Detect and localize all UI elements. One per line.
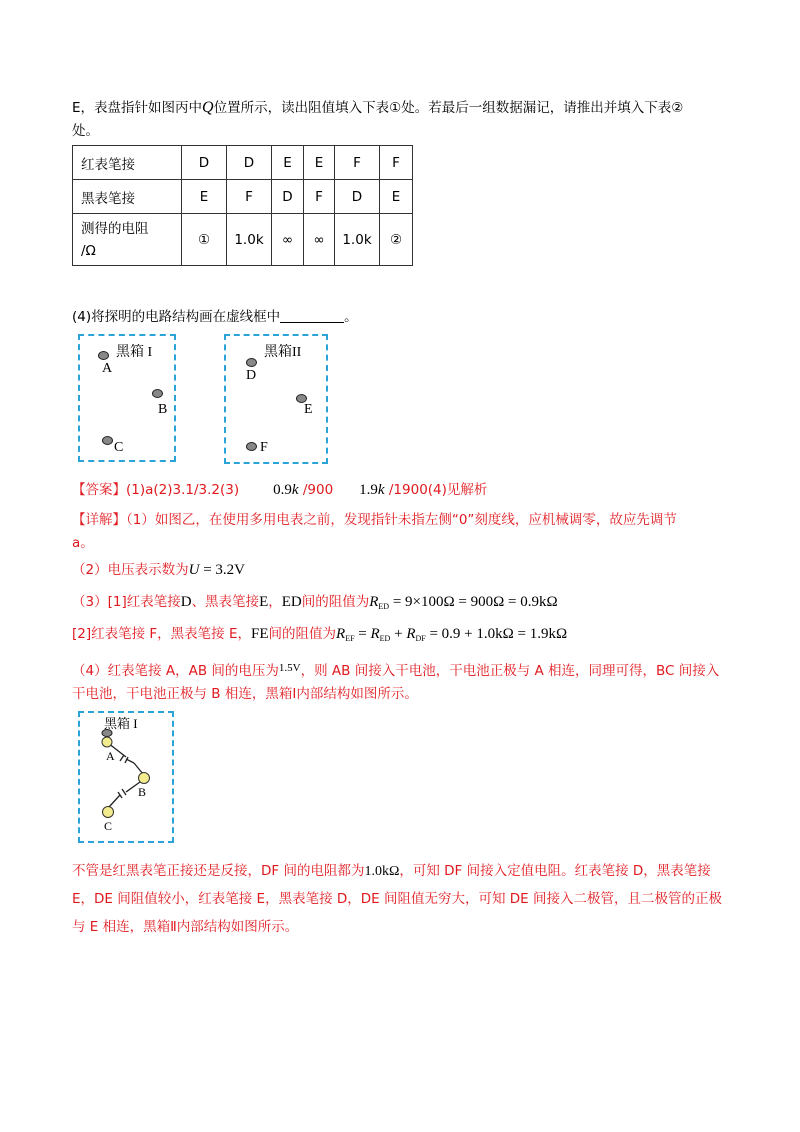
question-4: (4)将探明的电路结构画在虚线框中 。 [72, 309, 358, 325]
table-row [73, 214, 413, 266]
table-cell: D [335, 180, 380, 214]
detail-line-7: 干电池，干电池正极与 B 相连，黑箱Ⅰ内部结构如图所示。 [72, 686, 418, 702]
detail-line-2: a。 [72, 535, 94, 551]
table-cell: F [227, 180, 272, 214]
detail-line-1: 【详解】（1）如图乙，在使用多用电表之前，发现指针未指左侧“0”刻度线，应机械调零，故应先调节 [72, 512, 677, 528]
label-b: B [138, 785, 147, 799]
intro-line-1: E，表盘指针如图丙中Q位置所示，读出阻值填入下表①处。若最后一组数据漏记，请推出并填入下表② [72, 99, 684, 116]
detail-line-3: （2）电压表示数为U = 3.2V [72, 562, 245, 578]
terminal-a [98, 351, 109, 360]
terminal-d [246, 358, 257, 367]
label-f: F [260, 440, 268, 455]
label-a: A [106, 749, 115, 763]
table-row [73, 180, 413, 214]
detail-line-8: 不管是红黑表笔正接还是反接，DF 间的电阻都为1.0kΩ，可知 DF 间接入定值电阻。红表笔接 D，黑表笔接 [72, 863, 711, 879]
table-cell: D [182, 146, 227, 180]
table-cell: ② [380, 214, 413, 266]
q-symbol: Q [202, 99, 214, 116]
box-title: 黑箱 I [104, 716, 138, 731]
table-row [73, 146, 413, 180]
table-cell: F [380, 146, 413, 180]
table-cell: E [182, 180, 227, 214]
answer-blank[interactable] [280, 308, 344, 323]
table-cell: F [304, 180, 335, 214]
answer-line: 【答案】(1)a(2)3.1/3.2(3) 0.9k /900 1.9k /1900(4)见解析 [72, 482, 488, 498]
intro-line-2: 处。 [72, 123, 99, 139]
terminal-f [246, 442, 257, 451]
label-c: C [114, 440, 124, 455]
detail-line-4: （3）[1]红表笔接D、黑表笔接E，ED间的阻值为$R_{ED} = 9\times 100\Omega = 900\Omega = 0.9k\Omega$ [72, 594, 558, 611]
box-title: 黑箱II [264, 345, 302, 360]
label-d: D [246, 368, 257, 383]
table-head: 测得的电阻 /Ω [73, 214, 182, 266]
table-cell: E [304, 146, 335, 180]
table-head: 红表笔接 [73, 146, 182, 180]
table-cell: E [272, 146, 304, 180]
detail-line-9: E，DE 间阻值较小，红表笔接 E，黑表笔接 D，DE 间阻值无穷大，可知 DE 间接入二极管，且二极管的正极 [72, 891, 722, 907]
table-cell: ∞ [272, 214, 304, 266]
black-box-1 [78, 334, 176, 462]
table-cell: ∞ [304, 214, 335, 266]
table-cell: D [272, 180, 304, 214]
black-box-1-solution [78, 711, 174, 843]
terminal-c [102, 436, 113, 445]
measurement-table [72, 145, 413, 266]
circuit-diagram [80, 713, 172, 841]
detail-line-6: （4）红表笔接 A，AB 间的电压为$^{1.5V}$，则 AB 间接入干电池，干电池正极与 A 相连，同理可得，BC 间接入 [72, 662, 720, 679]
label-c: C [104, 819, 113, 833]
label-a: A [102, 361, 113, 376]
table-cell: F [335, 146, 380, 180]
detail-line-5: [2]红表笔接 F，黑表笔接 E，FE间的阻值为$R_{EF} = R_{ED} + R_{DF} = 0.9 + 1.0k\Omega = 1.9k\Omega$ [72, 626, 568, 643]
table-cell: ① [182, 214, 227, 266]
label-e: E [304, 402, 313, 417]
table-cell: E [380, 180, 413, 214]
table-cell: 1.0k [227, 214, 272, 266]
label-b: B [158, 402, 168, 417]
table-cell: 1.0k [335, 214, 380, 266]
terminal-b [152, 389, 163, 398]
table-head: 黑表笔接 [73, 180, 182, 214]
box-title: 黑箱 I [116, 345, 153, 360]
detail-line-10: 与 E 相连，黑箱Ⅱ内部结构如图所示。 [72, 919, 299, 935]
black-box-2 [224, 334, 328, 464]
table-cell: D [227, 146, 272, 180]
